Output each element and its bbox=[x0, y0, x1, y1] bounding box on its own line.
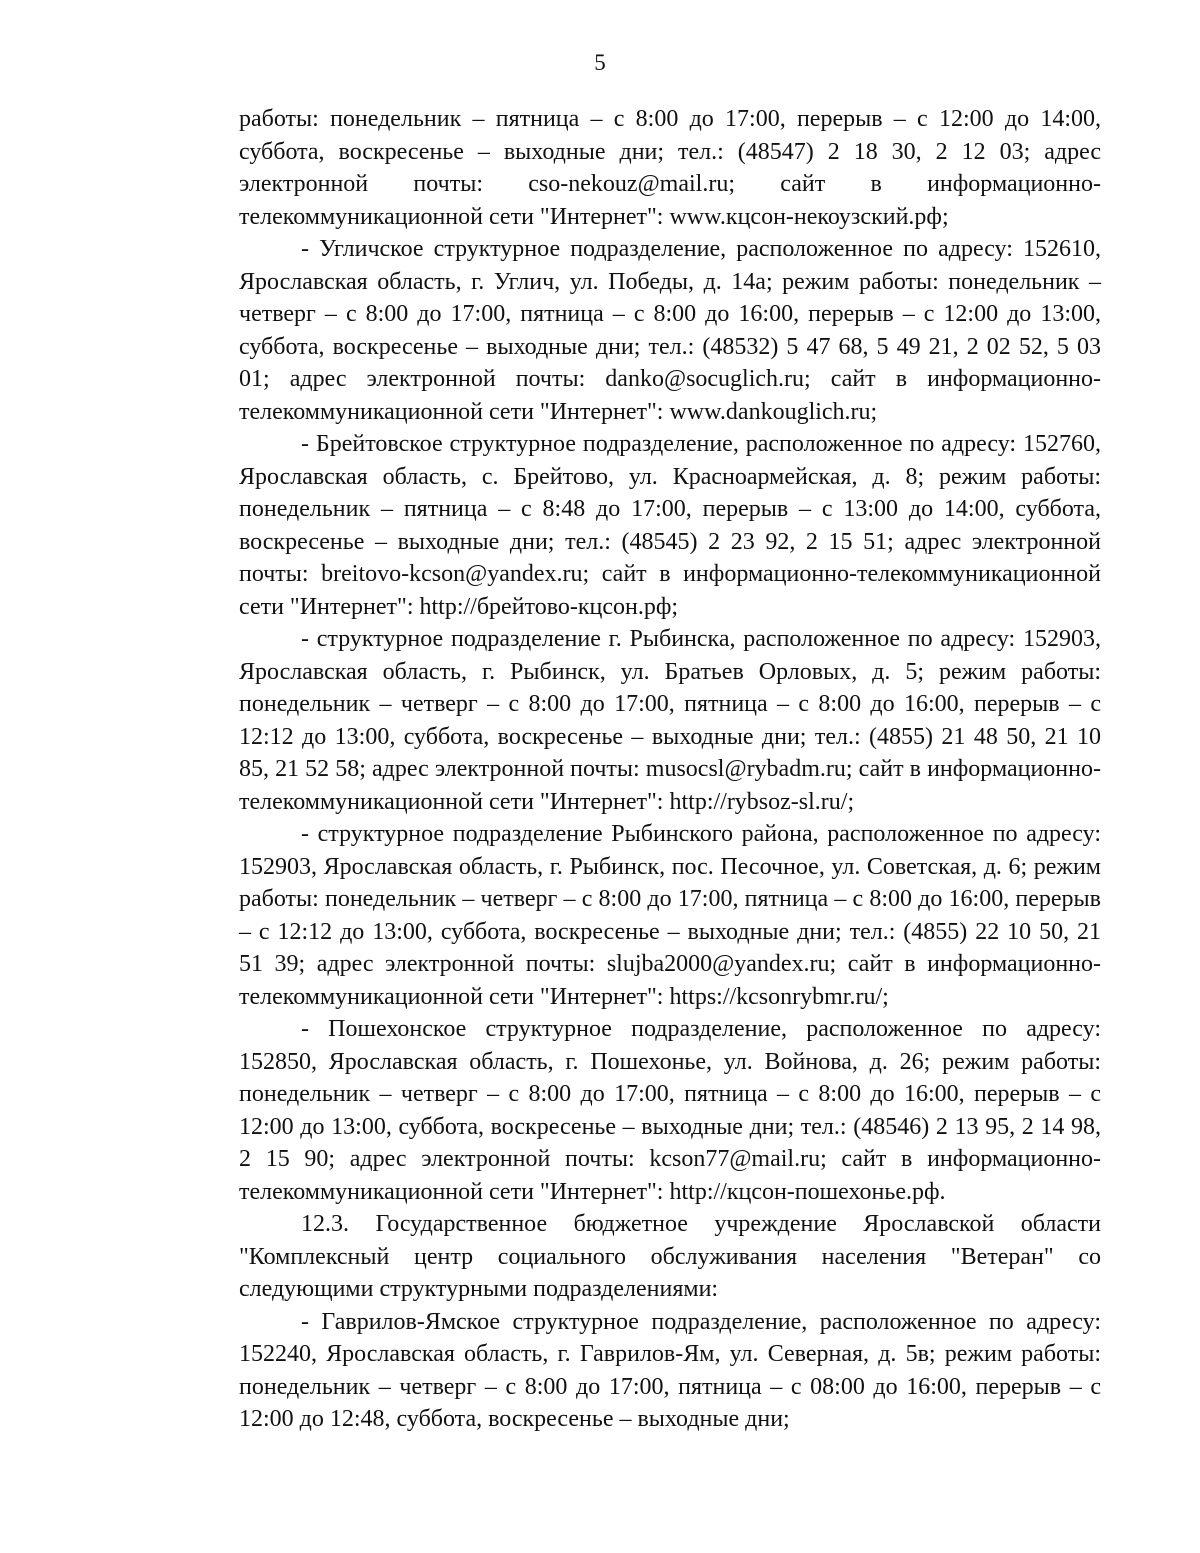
page-number: 5 bbox=[594, 50, 606, 75]
document-body bbox=[239, 103, 1101, 1436]
paragraph-uglich-subdivision: - Угличское структурное подразделение, расположенное по адресу: 152610, Ярославская область, г. Углич, ул. Победы, д. 14а; режим работы: понедельник – четверг – с 8:00 до 17:00, пятница – с 8:00 до 16:00, перерыв – с 12:00 до 13:00, суббота, воскресенье – выходные дни; тел.: (48532) 5 47 68, 5 49 21, 2 02 52, 5 03 01; адрес электронной почты: danko@socuglich.ru; сайт в информационно-телекоммуникационной сети "Интернет": www.dankouglich.ru; bbox=[239, 236, 1101, 425]
paragraph-section-12-3: 12.3. Государственное бюджетное учреждение Ярославской области "Комплексный центр социального обслуживания населения "Ветеран" со следующими структурными подразделениями: bbox=[239, 1211, 1101, 1302]
paragraph-poshekhonye-subdivision: - Пошехонское структурное подразделение, расположенное по адресу: 152850, Ярославская область, г. Пошехонье, ул. Войнова, д. 26; режим работы: понедельник – четверг – с 8:00 до 17:00, пятница – с 8:00 до 16:00, перерыв – с 12:00 до 13:00, суббота, воскресенье – выходные дни; тел.: (48546) 2 13 95, 2 14 98, 2 15 90; адрес электронной почты: kcson77@mail.ru; сайт в информационно-телекоммуникационной сети "Интернет": http://кцсон-пошехонье.рф. bbox=[239, 1016, 1101, 1205]
paragraph-rybinsk-city-subdivision: - структурное подразделение г. Рыбинска, расположенное по адресу: 152903, Ярославская область, г. Рыбинск, ул. Братьев Орловых, д. 5; режим работы: понедельник – четверг – с 8:00 до 17:00, пятница – с 8:00 до 16:00, перерыв – с 12:12 до 13:00, суббота, воскресенье – выходные дни; тел.: (4855) 21 48 50, 21 10 85, 21 52 58; адрес электронной почты: musocsl@rybadm.ru; сайт в информационно-телекоммуникационной сети "Интернет": http://rybsoz-sl.ru/; bbox=[239, 626, 1101, 815]
paragraph-breitovo-subdivision: - Брейтовское структурное подразделение, расположенное по адресу: 152760, Ярославская область, с. Брейтово, ул. Красноармейская, д. 8; режим работы: понедельник – пятница – с 8:48 до 17:00, перерыв – с 13:00 до 14:00, суббота, воскресенье – выходные дни; тел.: (48545) 2 23 92, 2 15 51; адрес электронной почты: breitovo-kcson@yandex.ru; сайт в информационно-телекоммуникационной сети "Интернет": http://брейтово-кцсон.рф; bbox=[239, 431, 1101, 620]
paragraph-nekouz-continuation: работы: понедельник – пятница – с 8:00 до 17:00, перерыв – с 12:00 до 14:00, суббота, воскресенье – выходные дни; тел.: (48547) 2 18 30, 2 12 03; адрес электронной почты: cso-nekouz@mail.ru; сайт в информационно-телекоммуникационной сети "Интернет": www.кцсон-некоузский.рф; bbox=[239, 106, 1101, 230]
paragraph-rybinsk-district-subdivision: - структурное подразделение Рыбинского района, расположенное по адресу: 152903, Ярославская область, г. Рыбинск, пос. Песочное, ул. Советская, д. 6; режим работы: понедельник – четверг – с 8:00 до 17:00, пятница – с 8:00 до 16:00, перерыв – с 12:12 до 13:00, суббота, воскресенье – выходные дни; тел.: (4855) 22 10 50, 21 51 39; адрес электронной почты: slujba2000@yandex.ru; сайт в информационно-телекоммуникационной сети "Интернет": https://kcsonrybmr.ru/; bbox=[239, 821, 1101, 1010]
paragraph-gavrilov-yam-subdivision: - Гаврилов-Ямское структурное подразделение, расположенное по адресу: 152240, Ярославская область, г. Гаврилов-Ям, ул. Северная, д. 5в; режим работы: понедельник – четверг – с 8:00 до 17:00, пятница – с 08:00 до 16:00, перерыв – с 12:00 до 12:48, суббота, воскресенье – выходные дни; bbox=[239, 1308, 1101, 1432]
